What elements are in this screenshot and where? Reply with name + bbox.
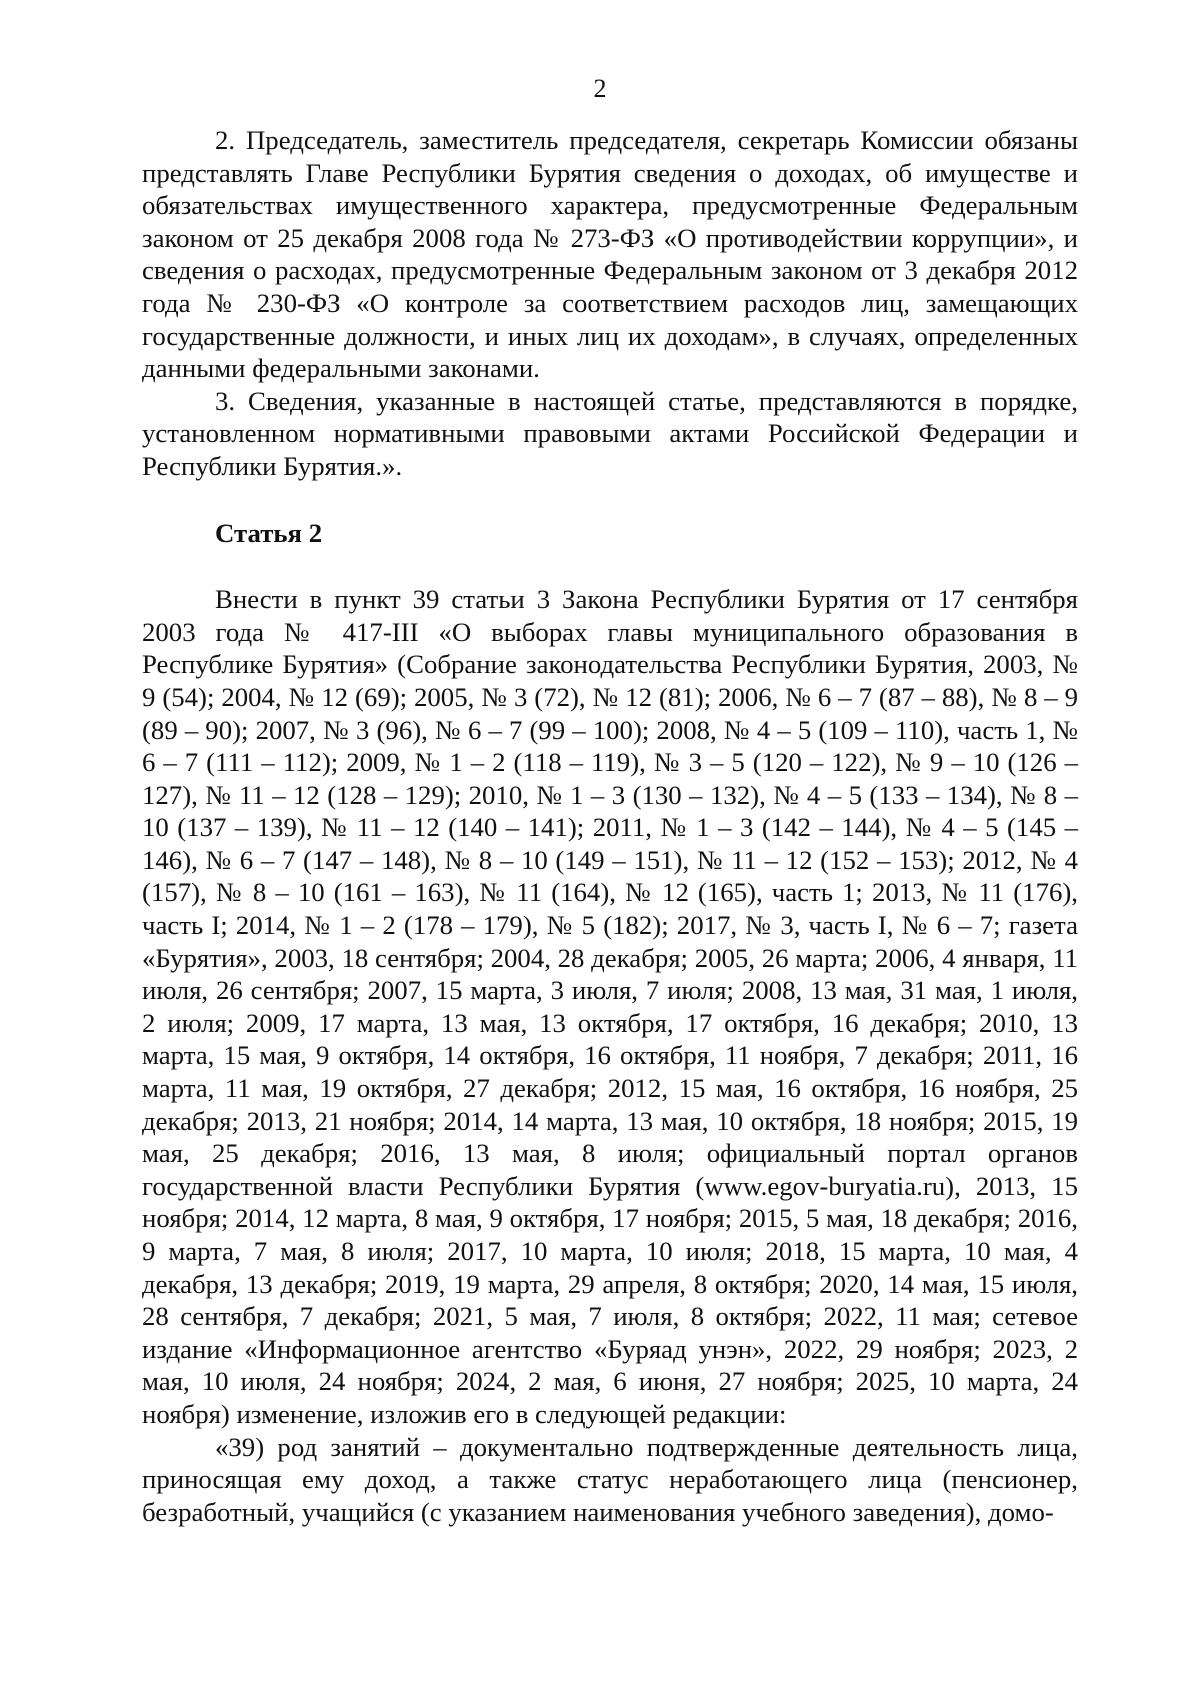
document-body <box>142 124 1078 1528</box>
page-number: 2 <box>593 74 607 103</box>
paragraph-3: 3. Сведения, указанные в настоящей статье, представляются в порядке, установленном нормативными правовыми актами Российской Федерации и Республики Бурятия.». <box>142 385 1078 481</box>
paragraph-2: 2. Председатель, заместитель председателя, секретарь Комиссии обязаны представлять Главе Республики Бурятия сведения о доходах, об имуществе и обязательствах имущественного характера, предусмотренные Федеральным законом от 25 декабря 2008 года № 273-ФЗ «О противодействии коррупции», и сведения о расходах, предусмотренные Федеральным законом от 3 декабря 2012 года № 230-ФЗ «О контроле за соответствием расходов лиц, замещающих государственные должности, и иных лиц их доходам», в случаях, определенных данными федеральными законами. <box>142 125 1078 384</box>
article-2-heading: Статья 2 <box>215 517 323 548</box>
article-2-body: Внести в пункт 39 статьи 3 Закона Республики Бурятия от 17 сентября 2003 года № 417-III «О выборах главы муниципального образования в Республике Бурятия» (Собрание законодательства Республики Бурятия, 2003, № 9 (54); 2004, № 12 (69); 2005, № 3 (72), № 12 (81); 2006, № 6 – 7 (87 – 88), № 8 – 9 (89 – 90); 2007, № 3 (96), № 6 – 7 (99 – 100); 2008, № 4 – 5 (109 – 110), часть 1, № 6 – 7 (111 – 112); 2009, № 1 – 2 (118 – 119), № 3 – 5 (120 – 122), № 9 – 10 (126 – 127), № 11 – 12 (128 – 129); 2010, № 1 – 3 (130 – 132), № 4 – 5 (133 – 134), № 8 – 10 (137 – 139), № 11 – 12 (140 – 141); 2011, № 1 – 3 (142 – 144), № 4 – 5 (145 – 146), № 6 – 7 (147 – 148), № 8 – 10 (149 – 151), № 11 – 12 (152 – 153); 2012, № 4 (157), № 8 – 10 (161 – 163), № 11 (164), № 12 (165), часть 1; 2013, № 11 (176), часть I; 2014, № 1 – 2 (178 – 179), № 5 (182); 2017, № 3, часть I, № 6 – 7; газета «Бурятия», 2003, 18 сентября; 2004, 28 декабря; 2005, 26 марта; 2006, 4 января, 11 июля, 26 сентября; 2007, 15 марта, 3 июля, 7 июля; 2008, 13 мая, 31 мая, 1 июля, 2 июля; 2009, 17 марта, 13 мая, 13 октября, 17 октября, 16 декабря; 2010, 13 марта, 15 мая, 9 октября, 14 октября, 16 октября, 11 ноября, 7 декабря; 2011, 16 марта, 11 мая, 19 октября, 27 декабря; 2012, 15 мая, 16 октября, 16 ноября, 25 декабря; 2013, 21 ноября; 2014, 14 марта, 13 мая, 10 октября, 18 ноября; 2015, 19 мая, 25 декабря; 2016, 13 мая, 8 июля; официальный портал органов государственной власти Республики Бурятия (www.egov-buryatia.ru), 2013, 15 ноября; 2014, 12 марта, 8 мая, 9 октября, 17 ноября; 2015, 5 мая, 18 декабря; 2016, 9 марта, 7 мая, 8 июля; 2017, 10 марта, 10 июля; 2018, 15 марта, 10 мая, 4 декабря, 13 декабря; 2019, 19 марта, 29 апреля, 8 октября; 2020, 14 мая, 15 июля, 28 сентября, 7 декабря; 2021, 5 мая, 7 июля, 8 октября; 2022, 11 мая; сетевое издание «Информационное агентство «Буряад унэн», 2022, 29 ноября; 2023, 2 мая, 10 июля, 24 ноября; 2024, 2 мая, 6 июня, 27 ноября; 2025, 10 марта, 24 ноября) изменение, изложив его в следующей редакции: <box>142 584 1078 1429</box>
article-2-quote: «39) род занятий – документально подтвержденные деятельность лица, приносящая ему доход, а также статус неработающего лица (пенсионер, безработный, учащийся (с указанием наименования учебного заведения), домо- <box>142 1431 1078 1527</box>
